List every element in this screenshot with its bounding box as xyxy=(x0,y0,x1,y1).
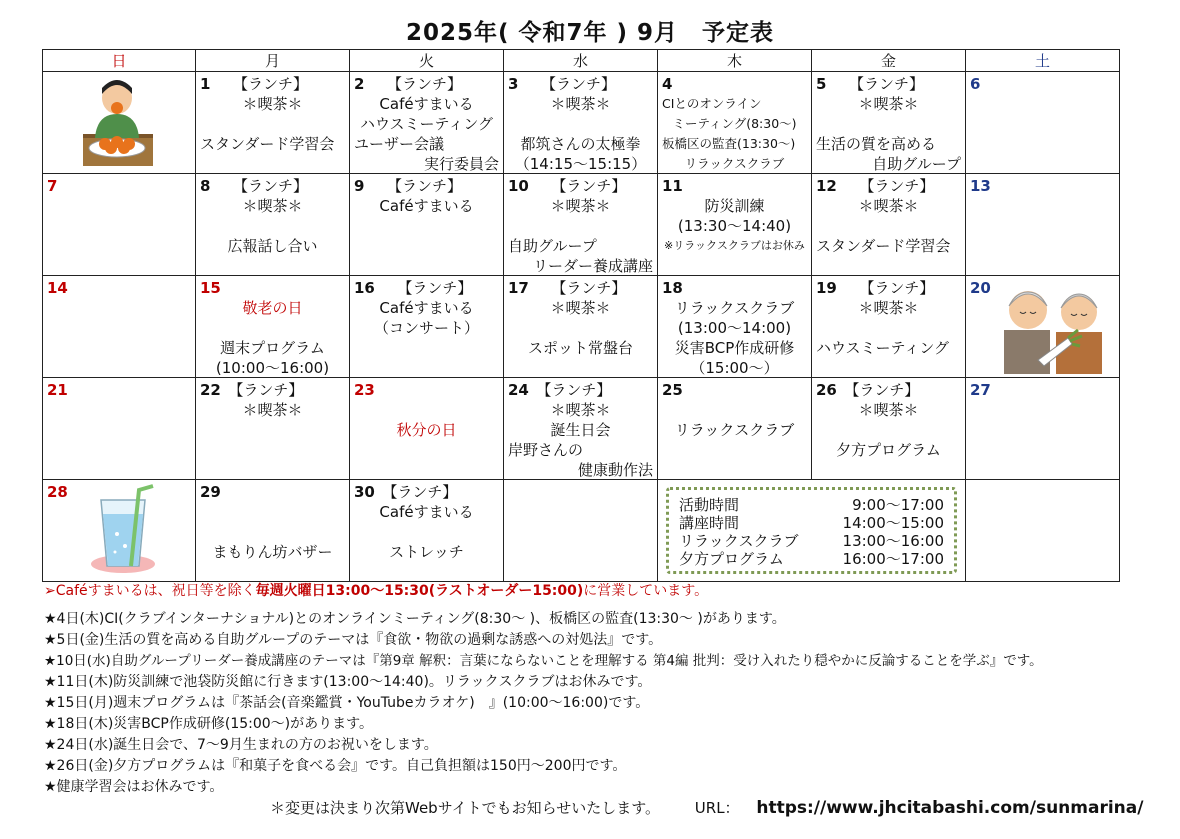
day-cell xyxy=(43,174,196,276)
day-cell: 9 【ランチ】 Caféすまいる xyxy=(350,174,504,276)
day-number: 20 xyxy=(970,279,991,297)
day-number: 28 xyxy=(47,483,68,501)
day-cell: 15 敬老の日 週末プログラム (10:00～16:00) xyxy=(196,276,350,378)
note-item: ★4日(木)CI(クラブインターナショナル)とのオンラインミーティング(8:30～ )、板橋区の監査(13:30～ )があります。 xyxy=(44,611,786,627)
day-cell: 30 【ランチ】 Caféすまいる ストレッチ xyxy=(350,480,504,582)
day-number: 27 xyxy=(970,381,991,399)
day-number: 16 xyxy=(354,279,375,297)
day-cell: 19 【ランチ】 ＊喫茶＊ ハウスミーティング xyxy=(812,276,966,378)
person-eating-persimmons-illustration xyxy=(77,76,157,171)
day-number: 5 xyxy=(816,75,827,93)
calendar-table xyxy=(42,49,1120,582)
weekday-thu: 木 xyxy=(658,50,812,72)
day-number: 29 xyxy=(200,483,221,501)
day-cell: 10 【ランチ】 ＊喫茶＊ 自助グループ リーダー養成講座 xyxy=(504,174,658,276)
week-row xyxy=(43,276,1120,378)
day-cell: 12 【ランチ】 ＊喫茶＊ スタンダード学習会 xyxy=(812,174,966,276)
day-number: 2 xyxy=(354,75,365,93)
note-item: ★26日(金)夕方プログラムは『和菓子を食べる会』です。自己負担額は150円～200円です。 xyxy=(44,758,627,774)
day-number: 12 xyxy=(816,177,837,195)
day-cell xyxy=(966,276,1120,378)
weekday-header-row xyxy=(43,50,1120,72)
weekday-fri: 金 xyxy=(812,50,966,72)
day-cell-empty xyxy=(504,480,658,582)
weekday-tue: 火 xyxy=(350,50,504,72)
day-number: 10 xyxy=(508,177,529,195)
url-label: URL： xyxy=(694,799,740,817)
holiday-label: 秋分の日 xyxy=(396,421,457,439)
day-number: 15 xyxy=(200,279,221,297)
day-cell: 11 防災訓練 (13:30～14:40) ※リラックスクラブはお休み xyxy=(658,174,812,276)
day-number: 8 xyxy=(200,177,211,195)
day-number: 17 xyxy=(508,279,529,297)
day-cell xyxy=(966,378,1120,480)
note-item: ★15日(月)週末プログラムは『茶話会(音楽鑑賞・YouTubeカラオケ) 』(10:00～16:00)です。 xyxy=(44,695,650,711)
day-number: 24 xyxy=(508,381,529,399)
note-item: ★10日(水)自助グループリーダー養成講座のテーマは『第9章 解釈：言葉にならないことを理解する 第4編 批判：受け入れたり穏やかに反論することを学ぶ』です。 xyxy=(44,653,1043,669)
day-number: 14 xyxy=(47,279,68,297)
day-number: 26 xyxy=(816,381,837,399)
note-item: ★24日(水)誕生日会で、7～9月生まれの方のお祝いをします。 xyxy=(44,737,438,753)
note-item: ★健康学習会はお休みです。 xyxy=(44,779,224,795)
website-url-link[interactable]: https://www.jhcitabashi.com/sunmarina/ xyxy=(756,798,1144,818)
day-cell: 17 【ランチ】 ＊喫茶＊ スポット常盤台 xyxy=(504,276,658,378)
hours-box xyxy=(666,487,957,574)
day-cell: 4 CIとのオンライン ミーティング(8:30～) 板橋区の監査(13:30～) リラックスクラブ xyxy=(658,72,812,174)
day-cell: 18 リラックスクラブ (13:00～14:00) 災害BCP作成研修 （15:00～） xyxy=(658,276,812,378)
day-cell: 8 【ランチ】 ＊喫茶＊ 広報話し合い xyxy=(196,174,350,276)
hours-row: 夕方プログラム 16:00～17:00 xyxy=(679,550,944,568)
hours-row: 活動時間 9:00～17:00 xyxy=(679,496,944,514)
day-cell: 26 【ランチ】 ＊喫茶＊ 夕方プログラム xyxy=(812,378,966,480)
week-row xyxy=(43,480,1120,582)
day-number: 6 xyxy=(970,75,981,93)
day-cell xyxy=(43,276,196,378)
note-item: ★5日(金)生活の質を高める自助グループのテーマは『食欲・物欲の過剰な誘惑への対処法』です。 xyxy=(44,632,663,648)
day-number: 23 xyxy=(354,381,375,399)
day-cell: 2 【ランチ】 Caféすまいる ハウスミーティング ユーザー会議 実行委員会 xyxy=(350,72,504,174)
water-glass-illustration xyxy=(87,484,163,576)
elderly-couple-illustration xyxy=(998,280,1110,374)
cafe-note: ➢Caféすまいるは、祝日等を除く毎週火曜日13:00～15:30(ラストオーダー15:00)に営業しています。 xyxy=(44,583,709,599)
day-number: 13 xyxy=(970,177,991,195)
week-row xyxy=(43,72,1120,174)
page-title: 2025年( 令和7年 ) 9月 予定表 xyxy=(405,20,775,46)
day-number: 11 xyxy=(662,177,683,195)
day-number: 25 xyxy=(662,381,683,399)
hours-row: 講座時間 14:00～15:00 xyxy=(679,514,944,532)
footer-notice: ＊変更は決まり次第Webサイトでもお知らせいたします。 xyxy=(270,799,661,817)
weekday-sat: 土 xyxy=(966,50,1120,72)
week-row xyxy=(43,174,1120,276)
day-cell xyxy=(966,174,1120,276)
day-number: 19 xyxy=(816,279,837,297)
day-cell: 3 【ランチ】 ＊喫茶＊ 都筑さんの太極拳 （14:15～15:15） xyxy=(504,72,658,174)
day-number: 21 xyxy=(47,381,68,399)
hours-row: リラックスクラブ 13:00～16:00 xyxy=(679,532,944,550)
day-cell: 29 まもりん坊バザー xyxy=(196,480,350,582)
day-number: 3 xyxy=(508,75,519,93)
day-cell-empty xyxy=(43,72,196,174)
day-number: 30 xyxy=(354,483,375,501)
note-item: ★18日(木)災害BCP作成研修(15:00～)があります。 xyxy=(44,716,374,732)
day-cell-empty xyxy=(966,480,1120,582)
footer xyxy=(270,797,1143,818)
day-number: 9 xyxy=(354,177,365,195)
day-cell: 25 リラックスクラブ xyxy=(658,378,812,480)
day-cell: 1 【ランチ】 ＊喫茶＊ スタンダード学習会 xyxy=(196,72,350,174)
day-number: 1 xyxy=(200,75,211,93)
day-cell: 16 【ランチ】 Caféすまいる （コンサート） xyxy=(350,276,504,378)
day-cell: 24 【ランチ】 ＊喫茶＊ 誕生日会 岸野さんの 健康動作法 xyxy=(504,378,658,480)
day-cell: 5 【ランチ】 ＊喫茶＊ 生活の質を高める 自助グループ xyxy=(812,72,966,174)
day-number: 18 xyxy=(662,279,683,297)
day-cell xyxy=(43,480,196,582)
day-cell xyxy=(43,378,196,480)
day-cell: 22 【ランチ】 ＊喫茶＊ xyxy=(196,378,350,480)
day-cell xyxy=(350,378,504,480)
holiday-label: 敬老の日 xyxy=(242,299,303,317)
weekday-sun: 日 xyxy=(43,50,196,72)
week-row xyxy=(43,378,1120,480)
note-item: ★11日(木)防災訓練で池袋防災館に行きます(13:00～14:40)。リラックスクラブはお休みです。 xyxy=(44,674,652,690)
day-number: 22 xyxy=(200,381,221,399)
day-number: 4 xyxy=(662,75,673,93)
day-cell xyxy=(966,72,1120,174)
notes-section xyxy=(44,581,1174,798)
day-number: 7 xyxy=(47,177,58,195)
hours-cell xyxy=(658,480,966,582)
weekday-mon: 月 xyxy=(196,50,350,72)
weekday-wed: 水 xyxy=(504,50,658,72)
